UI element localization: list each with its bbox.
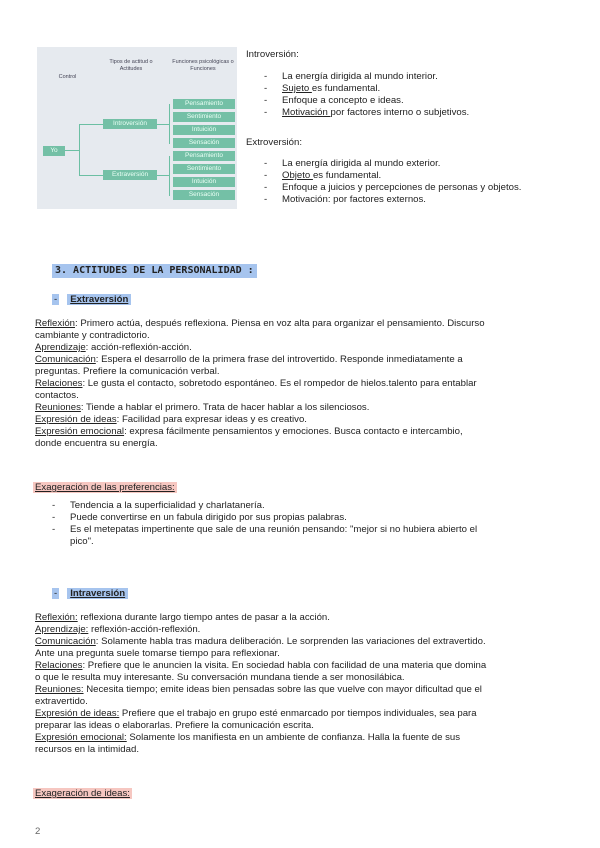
extroversion-summary-title: Extroversión: (246, 137, 302, 148)
introversion-summary-list (264, 71, 469, 119)
diagram-function-extra-4: Sensación (173, 190, 235, 200)
introversion-heading: - Intraversión (52, 588, 128, 600)
extroversion-summary-list (264, 158, 521, 206)
list-item: - Enfoque a concepto e ideas. (264, 95, 469, 107)
diagram-attitude-extraversion: Extraversión (103, 170, 157, 180)
text-line: Expresión de ideas: Facilidad para expresar ideas y es creativo. (35, 414, 307, 425)
text-line: Reuniones: Necesita tiempo; emite ideas bien pensadas sobre las que vuelve con mayor dificultad que el (35, 684, 482, 695)
diagram-col1-header: Control (58, 74, 77, 80)
text-line: Expresión emocional: expresa fácilmente pensamientos y emociones. Busca contacto e intercambio, (35, 426, 463, 437)
introversion-exaggeration-label: Exageración de ideas: (35, 788, 130, 799)
text-line: Reuniones: Tiende a hablar el primero. Trata de hacer hablar a los silenciosos. (35, 402, 370, 413)
text-line: Relaciones: Le gusta el contacto, sobretodo espontáneo. Es el rompedor de hielos.talento para entablar (35, 378, 477, 389)
diagram-function-intro-3: Intuición (173, 125, 235, 135)
text-line: Expresión de ideas: Prefiere que el trabajo en grupo esté enmarcado por tiempos individuales, sea para (35, 708, 477, 719)
diagram-function-intro-2: Sentimiento (173, 112, 235, 122)
text-line: o que le resulta muy interesante. Su conversación mundana tiende a ser monosilábica. (35, 672, 405, 683)
text-line: Reflexión: Primero actúa, después reflexiona. Piensa en voz alta para organizar el pensamiento. Discurso (35, 318, 485, 329)
list-item: - Es el metepatas impertinente que sale de una reunión pensando: "mejor si no hubiera abierto el (52, 524, 477, 536)
text-line: preparar las ideas o elaborarlas. Prefiere la comunicación escrita. (35, 720, 314, 731)
extraversion-body (35, 318, 485, 450)
text-line: Comunicación: Espera el desarrollo de la primera frase del introvertido. Responde inmediatamente a (35, 354, 463, 365)
text-line: Ante una pregunta suele tomarse tiempo para reflexionar. (35, 648, 280, 659)
text-line: preguntas. Prefiere la comunicación verbal. (35, 366, 220, 377)
extraversion-exaggeration-label: Exageración de las preferencias: (35, 482, 175, 493)
text-line: Aprendizaje: reflexión-acción-reflexión. (35, 624, 201, 635)
text-line: Comunicación: Solamente habla tras madura deliberación. Le sorprenden las variaciones del extravertido. (35, 636, 486, 647)
introversion-summary-title: Introversión: (246, 49, 299, 60)
text-line: cambiante y contradictorio. (35, 330, 150, 341)
text-line: Reflexión: reflexiona durante largo tiempo antes de pasar a la acción. (35, 612, 330, 623)
list-item: - Puede convertirse en un fabula dirigido por sus propias palabras. (52, 512, 477, 524)
diagram-function-extra-2: Sentimiento (173, 164, 235, 174)
diagram-function-extra-1: Pensamiento (173, 151, 235, 161)
text-line: extravertido. (35, 696, 88, 707)
diagram-function-intro-1: Pensamiento (173, 99, 235, 109)
list-item: - Motivación: por factores externos. (264, 194, 521, 206)
text-line: donde encuentra su energía. (35, 438, 158, 449)
diagram-function-extra-3: Intuición (173, 177, 235, 187)
diagram-root-box: Yo (43, 146, 65, 156)
list-item: - Sujeto es fundamental. (264, 83, 469, 95)
diagram-attitude-introversion: Introversión (103, 119, 157, 129)
diagram-function-intro-4: Sensación (173, 138, 235, 148)
diagram-col3-header: Funciones psicológicas o Funciones (172, 59, 234, 72)
attitudes-diagram (37, 47, 237, 209)
list-item-continuation: pico". (70, 536, 94, 547)
introversion-body (35, 612, 486, 756)
list-item: - Tendencia a la superficialidad y charlatanería. (52, 500, 477, 512)
extraversion-heading: - Extraversión (52, 294, 131, 306)
list-item: - La energía dirigida al mundo interior. (264, 71, 469, 83)
list-item: - Enfoque a juicios y percepciones de personas y objetos. (264, 182, 521, 194)
text-line: Aprendizaje: acción-reflexión-acción. (35, 342, 192, 353)
text-line: recursos en la intimidad. (35, 744, 139, 755)
list-item: - Motivación por factores interno o subjetivos. (264, 107, 469, 119)
extraversion-exaggeration-list (52, 500, 477, 548)
page-number: 2 (35, 826, 41, 837)
text-line: contactos. (35, 390, 79, 401)
list-item: - La energía dirigida al mundo exterior. (264, 158, 521, 170)
text-line: Expresión emocional: Solamente los manifiesta en un ambiente de confianza. Halla la fuente de sus (35, 732, 461, 743)
section-title: 3. ACTITUDES DE LA PERSONALIDAD : (52, 264, 257, 278)
list-item: - Objeto es fundamental. (264, 170, 521, 182)
diagram-col2-header: Tipos de actitud o Actitudes (109, 59, 153, 72)
text-line: Relaciones: Prefiere que le anuncien la visita. En sociedad habla con facilidad de una materia que domina (35, 660, 487, 671)
